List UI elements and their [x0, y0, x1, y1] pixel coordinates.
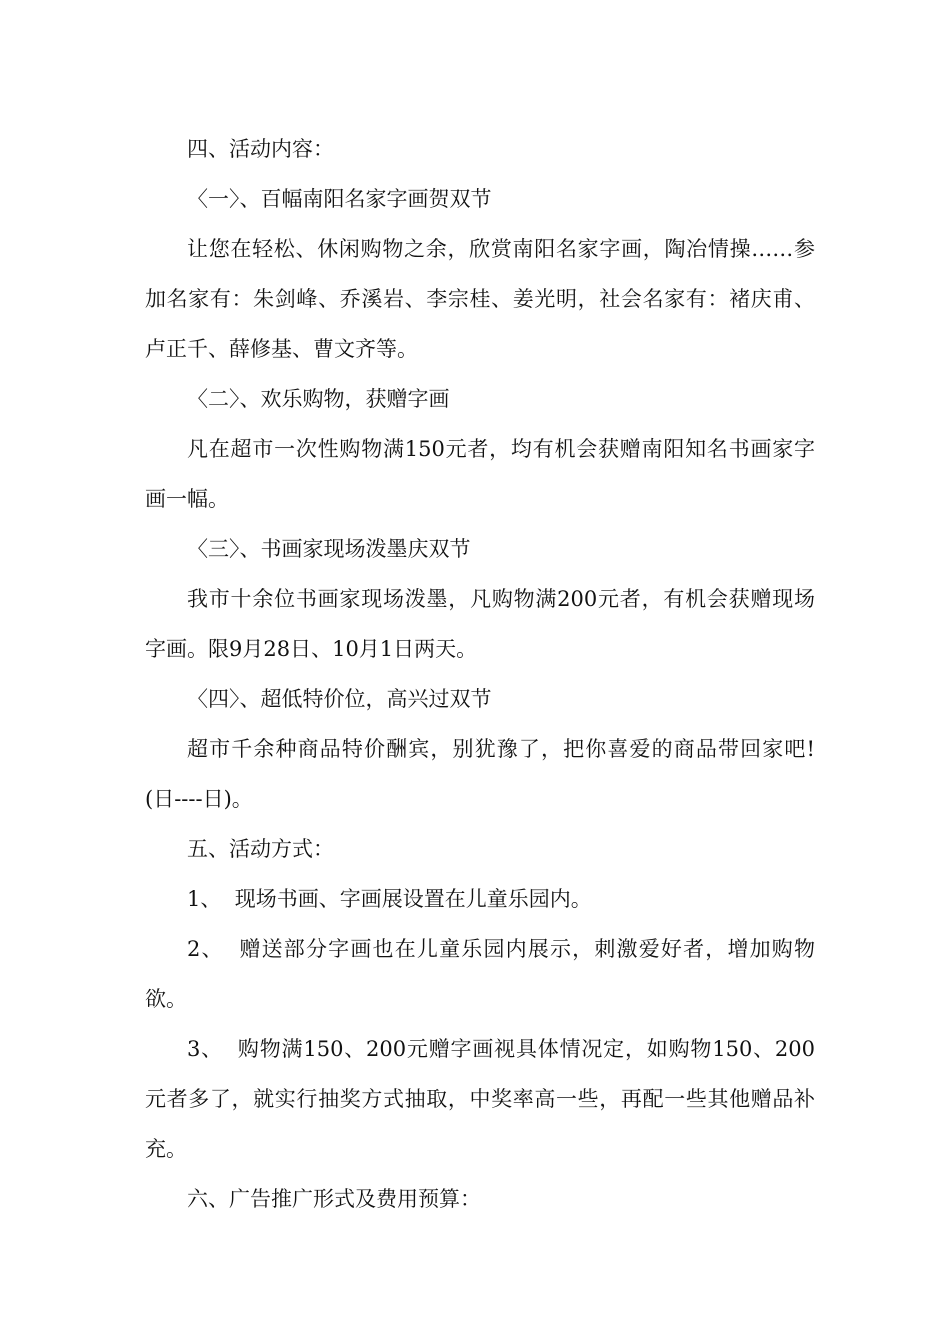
subheading-2: 〈二〉、欢乐购物，获赠字画: [187, 387, 450, 411]
list-item-2: 2、 赠送部分字画也在儿童乐园内展示，刺激爱好者，增加购物欲。: [145, 937, 815, 1011]
paragraph-3: 我市十余位书画家现场泼墨，凡购物满200元者，有机会获赠现场字画。限9月28日、10月1日两天。: [145, 587, 815, 661]
paragraph-2: 凡在超市一次性购物满150元者，均有机会获赠南阳知名书画家字画一幅。: [145, 437, 815, 511]
paragraph-1: 让您在轻松、休闲购物之余，欣赏南阳名家字画，陶冶情操……参加名家有：朱剑峰、乔溪岩、李宗桂、姜光明，社会名家有：褚庆甫、卢正千、薛修基、曹文齐等。: [145, 237, 815, 361]
paragraph-4: 超市千余种商品特价酬宾，别犹豫了，把你喜爱的商品带回家吧!(日----日)。: [145, 737, 815, 811]
document-body: [145, 124, 815, 1224]
section-heading-activity-method: 五、活动方式：: [187, 837, 334, 861]
subheading-3: 〈三〉、书画家现场泼墨庆双节: [187, 537, 471, 561]
subheading-4: 〈四〉、超低特价位，高兴过双节: [187, 687, 492, 711]
list-item-1: 1、 现场书画、字画展设置在儿童乐园内。: [187, 887, 592, 911]
section-heading-activity-content: 四、活动内容：: [187, 137, 334, 161]
section-heading-ad-budget: 六、广告推广形式及费用预算：: [187, 1187, 481, 1211]
list-item-3: 3、 购物满150、200元赠字画视具体情况定，如购物150、200元者多了，就实行抽奖方式抽取，中奖率高一些，再配一些其他赠品补充。: [145, 1037, 815, 1161]
subheading-1: 〈一〉、百幅南阳名家字画贺双节: [187, 187, 492, 211]
